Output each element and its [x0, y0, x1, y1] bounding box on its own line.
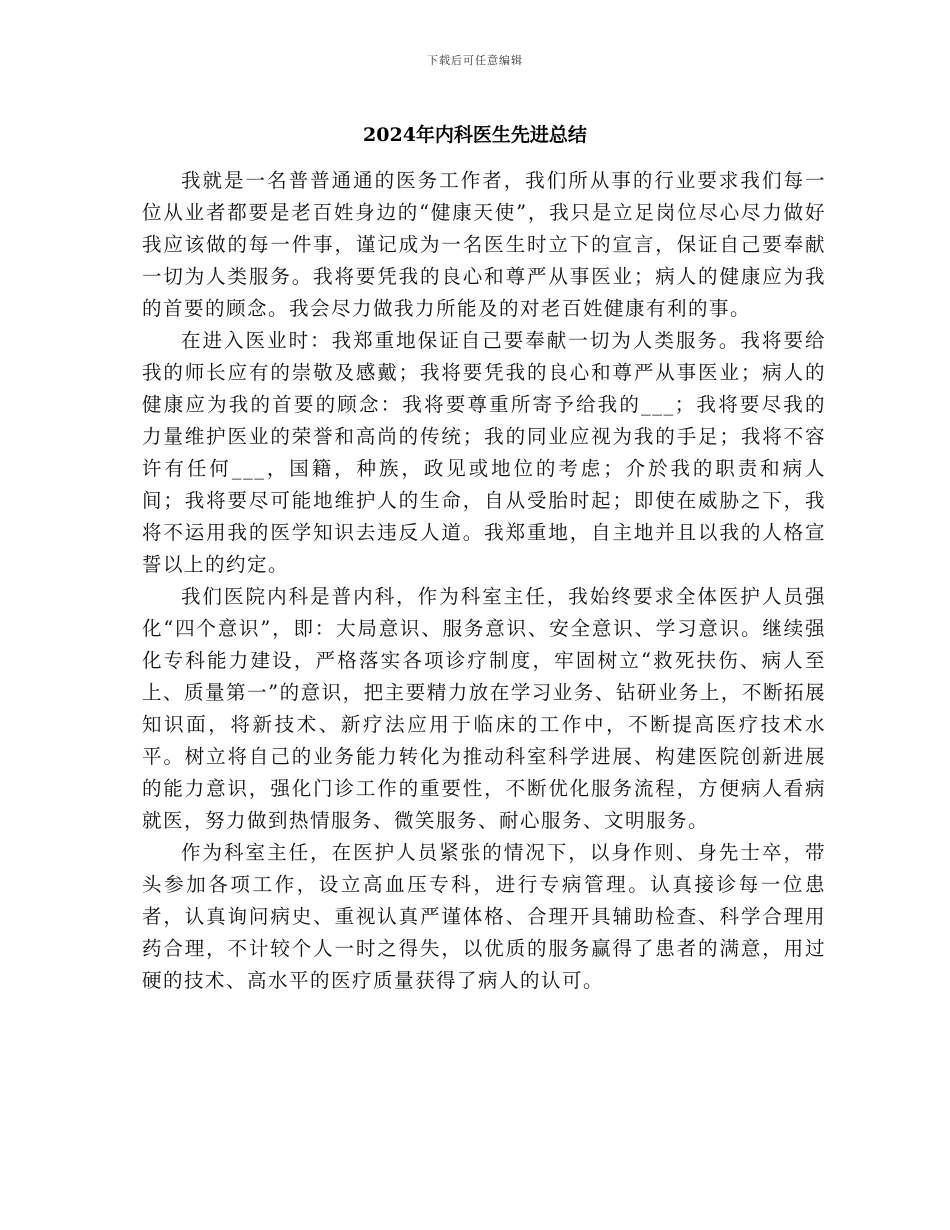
document-body: [142, 165, 826, 997]
page-header-note: 下载后可任意编辑: [427, 54, 523, 67]
paragraph-1: 我就是一名普普通通的医务工作者，我们所从事的行业要求我们每一位从业者都要是老百姓身边的“健康天使”，我只是立足岗位尽心尽力做好我应该做的每一件事，谨记成为一名医生时立下的宣言，保证自己要奉献一切为人类服务。我将要凭我的良心和尊严从事医业；病人的健康应为我的首要的顾念。我会尽力做我力所能及的对老百姓健康有利的事。: [142, 169, 826, 320]
document-title: 2024年内科医生先进总结: [363, 124, 587, 146]
paragraph-2: 在进入医业时：我郑重地保证自己要奉献一切为人类服务。我将要给我的师长应有的崇敬及感戴；我将要凭我的良心和尊严从事医业；病人的健康应为我的首要的顾念：我将要尊重所寄予给我的___；我将要尽我的力量维护医业的荣誉和高尚的传统；我的同业应视为我的手足；我将不容许有任何___，国籍，种族，政见或地位的考虑；介於我的职责和病人间；我将要尽可能地维护人的生命，自从受胎时起；即使在威胁之下，我将不运用我的医学知识去违反人道。我郑重地，自主地并且以我的人格宣誓以上的约定。: [142, 329, 826, 576]
paragraph-3: 我们医院内科是普内科，作为科室主任，我始终要求全体医护人员强化“四个意识”，即：大局意识、服务意识、安全意识、学习意识。继续强化专科能力建设，严格落实各项诊疗制度，牢固树立“救死扶伤、病人至上、质量第一”的意识，把主要精力放在学习业务、钻研业务上，不断拓展知识面，将新技术、新疗法应用于临床的工作中，不断提高医疗技术水平。树立将自己的业务能力转化为推动科室科学进展、构建医院创新进展的能力意识，强化门诊工作的重要性，不断优化服务流程，方便病人看病就医，努力做到热情服务、微笑服务、耐心服务、文明服务。: [142, 585, 826, 832]
paragraph-4: 作为科室主任，在医护人员紧张的情况下，以身作则、身先士卒，带头参加各项工作，设立高血压专科，进行专病管理。认真接诊每一位患者，认真询问病史、重视认真严谨体格、合理开具辅助检查、科学合理用药合理，不计较个人一时之得失，以优质的服务赢得了患者的满意，用过硬的技术、高水平的医疗质量获得了病人的认可。: [142, 841, 826, 992]
